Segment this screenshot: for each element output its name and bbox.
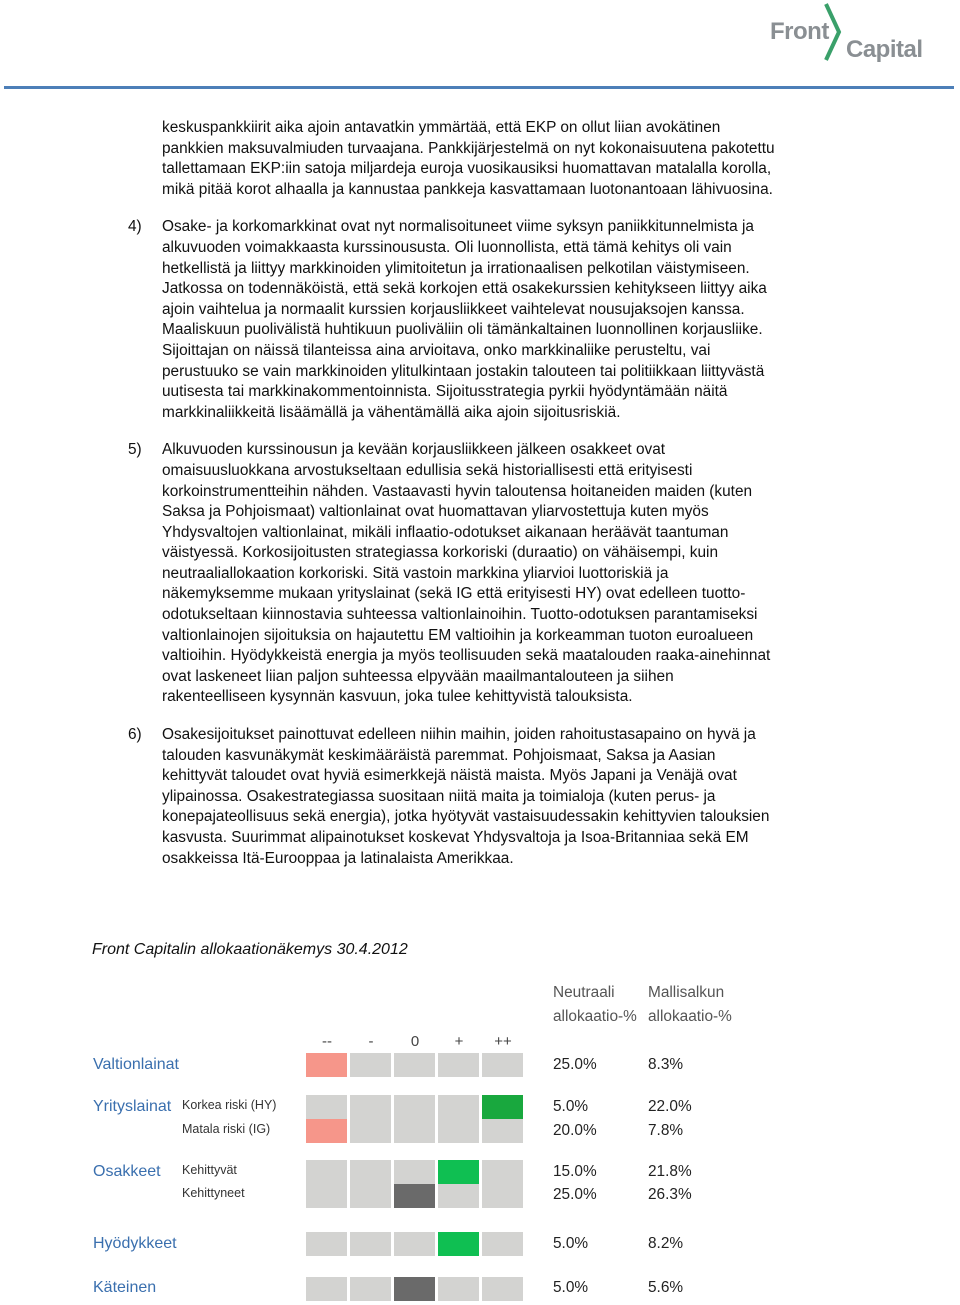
allocation-cell [350, 1053, 391, 1077]
allocation-cell [306, 1160, 347, 1184]
allocation-cell [438, 1095, 479, 1119]
subcategory-label: Kehittyvät [182, 1163, 237, 1177]
allocation-marker [394, 1184, 435, 1208]
allocation-cell [394, 1160, 435, 1184]
scale-label-strong-under: -- [322, 1033, 332, 1050]
text-line: ajoin vaihtelua ja normaalit kurssien korjausliikkeet vaihtelevat nousujaksojen kanssa. [162, 300, 745, 318]
allocation-cell [482, 1232, 523, 1256]
list-number: 6) [128, 726, 142, 744]
allocation-cell [350, 1119, 391, 1143]
paragraph-6 [128, 725, 882, 869]
allocation-cell [350, 1160, 391, 1184]
text-line: valtioihin. Hyödykkeistä energia ja myös teollisuuden sekä maatalouden raaka-ainehinnat [162, 647, 771, 665]
subcategory-label: Korkea riski (HY) [182, 1098, 277, 1112]
text-line: osakkeissa Itä-Eurooppaa ja latinalaista Amerikkaa. [162, 849, 514, 867]
header-model-line1: Mallisalkun [648, 984, 725, 1001]
allocation-cell [350, 1095, 391, 1119]
allocation-bar [306, 1119, 524, 1143]
text-line: Osakesijoitukset painottuvat edelleen niihin maihin, joiden rahoitustasapaino on hyvä ja [162, 726, 756, 744]
model-value: 8.3% [648, 1056, 684, 1073]
header-rule [4, 86, 954, 89]
neutral-value: 15.0% [553, 1163, 597, 1180]
text-line: väistyessä. Korkosijoitusten strategiassa korkoriski (duraatio) on vähäisempi, kuin [162, 544, 719, 562]
allocation-cell [482, 1277, 523, 1301]
model-value: 21.8% [648, 1163, 692, 1180]
header-neutral-line1: Neutraali [553, 984, 615, 1001]
allocation-cell [482, 1184, 523, 1208]
allocation-bar [306, 1053, 524, 1077]
text-line: markkinaliikkeitä lisäämällä ja vähentämällä aika ajoin sijoitusriskiä. [162, 403, 621, 421]
text-line: valtionlainojen sijoituksia on hajautettu EM valtioihin ja korkeamman tuoton euroalueen [162, 626, 754, 644]
scale-label-strong-over: ++ [494, 1033, 512, 1050]
text-line: mikä pitää korot alhaalla ja kannustaa pankkeja kasvattamaan luotonantoaan lähivuosina. [162, 180, 773, 198]
text-line: alkuvuoden voimakkaasta kurssinoususta. Oli luonnollista, että tämä kehitys oli vain [162, 238, 732, 256]
document-body [0, 118, 960, 869]
text-line: neutraaliallokaation korkoriski. Sitä vastoin markkina yliarvioi luottoriskiä ja [162, 564, 669, 582]
category-osakkeet: Osakkeet [93, 1163, 161, 1180]
allocation-bar [306, 1232, 524, 1256]
text-line: talouden kasvunäkymät keskimääräistä paremmat. Pohjoismaat, Saksa ja Aasian [162, 746, 716, 764]
paragraph-5 [128, 440, 882, 708]
allocation-marker [438, 1232, 479, 1256]
text-line: keskuspankkiirit aika ajoin antavatkin ymmärtää, että EKP on ollut liian avokätinen [162, 119, 721, 136]
neutral-value: 20.0% [553, 1122, 597, 1139]
neutral-value: 25.0% [553, 1186, 597, 1203]
allocation-marker [306, 1053, 347, 1077]
text-line: omaisuusluokkana arvostukseltaan edullisia sekä historiallisesti että erityisesti [162, 461, 693, 479]
text-line: korkoinstrumentteihin nähden. Vastaavasti hyvin taloutensa hoitaneiden maiden (kuten [162, 482, 753, 500]
text-line: Yhdysvaltojen valtionlainat, mikäli inflaatio-odotukset aikanaan heräävät taantuman [162, 523, 729, 541]
header-model-line2: allokaatio-% [648, 1008, 732, 1025]
list-number: 5) [128, 441, 142, 459]
allocation-cell [438, 1053, 479, 1077]
scale-label-over: + [454, 1033, 464, 1050]
allocation-marker [438, 1160, 479, 1184]
category-kateinen: Käteinen [93, 1279, 157, 1296]
neutral-value: 25.0% [553, 1056, 597, 1073]
allocation-cell [482, 1053, 523, 1077]
text-line: hetkellistä ja liittyy markkinoiden ylimitoitetun ja irrationaalisen pelkotilan väistymiseen. [162, 259, 750, 277]
chevron-logo-icon [822, 2, 846, 64]
text-line: odotukseltaan kiinnostavia suhteessa valtionlainoihin. Tuotto-odotuksen parantamiseksi [162, 606, 758, 624]
text-line: rakenteelliseen kysynnän kasvuun, joka tulee kehittyvistä talouksista. [162, 688, 633, 706]
text-line: Jatkossa on todennäköistä, että sekä korkojen että osakekurssien kehitykseen liittyy aika [162, 280, 767, 298]
allocation-cell [306, 1232, 347, 1256]
logo-text-capital: Capital [846, 36, 923, 63]
allocation-marker [482, 1095, 523, 1119]
text-line: ylipainossa. Osakestrategiassa suositaan niitä maita ja toimialoja (kuten perus- ja [162, 787, 716, 805]
allocation-cell [306, 1095, 347, 1119]
front-capital-logo [766, 2, 926, 64]
text-line: pankkien maksuvalmiuden turvaajana. Pankkijärjestelmä on nyt kokonaisuutena pakotettu [162, 139, 775, 157]
model-value: 22.0% [648, 1098, 692, 1115]
header-neutral-line2: allokaatio-% [553, 1008, 637, 1025]
neutral-value: 5.0% [553, 1098, 589, 1115]
model-value: 7.8% [648, 1122, 684, 1139]
model-value: 5.6% [648, 1279, 684, 1296]
scale-label-neutral: 0 [410, 1033, 420, 1050]
scale-label-under: - [368, 1033, 374, 1050]
allocation-bar [306, 1095, 524, 1119]
list-number: 4) [128, 218, 142, 236]
model-value: 26.3% [648, 1186, 692, 1203]
allocation-marker [306, 1119, 347, 1143]
allocation-bar [306, 1277, 524, 1301]
text-line: kehittyvät taloudet ovat hyviä esimerkkejä näistä maista. Myös Japani ja Venäjä ovat [162, 767, 737, 785]
allocation-cell [394, 1095, 435, 1119]
text-line: konepajateollisuus sekä energia), jotka hyötyvät vastaisuudessakin kehittyvien talouksien [162, 808, 770, 826]
allocation-cell [306, 1184, 347, 1208]
allocation-cell [438, 1119, 479, 1143]
text-line: näkemyksemme mukaan yrityslainat (sekä IG että erityisesti HY) ovat edelleen tuotto- [162, 585, 746, 603]
subcategory-label: Kehittyneet [182, 1186, 245, 1200]
allocation-cell [482, 1119, 523, 1143]
allocation-bar [306, 1160, 524, 1184]
allocation-bar [306, 1184, 524, 1208]
allocation-cell [438, 1277, 479, 1301]
text-line: tallettamaan EKP:iin satoja miljardeja euroja vuosikausiksi huomattavan matalalla korolla, [162, 160, 772, 178]
text-line: Saksa ja Pohjoismaat) valtionlainat ovat huomattavan yliarvostettuja kuten myös [162, 503, 709, 521]
allocation-cell [394, 1053, 435, 1077]
allocation-cell [438, 1184, 479, 1208]
logo-text-front: Front [770, 18, 829, 45]
category-hyodykkeet: Hyödykkeet [93, 1235, 177, 1252]
neutral-value: 5.0% [553, 1235, 589, 1252]
paragraph-3-continued [162, 118, 882, 200]
allocation-cell [306, 1277, 347, 1301]
paragraph-4 [128, 217, 882, 423]
text-line: Alkuvuoden kurssinousun ja kevään korjausliikkeen jälkeen osakkeet ovat [162, 441, 666, 459]
allocation-title: Front Capitalin allokaationäkemys 30.4.2012 [92, 941, 408, 958]
category-valtionlainat: Valtionlainat [93, 1056, 179, 1073]
allocation-cell [350, 1184, 391, 1208]
allocation-cell [350, 1232, 391, 1256]
text-line: ovat laskeneet liian paljon suhteessa elpyvään maailmantalouteen ja siihen [162, 667, 674, 685]
text-line: uutisesta tai markkinakommentoinnista. Sijoitusstrategia pyrkii hyödyntämään näitä [162, 383, 728, 401]
text-line: Osake- ja korkomarkkinat ovat nyt normalisoituneet viime syksyn paniikkitunnelmista ja [162, 218, 754, 236]
text-line: perustuuko se vain markkinoiden ylitulkintaan jostakin talouteen tai politiikkaan liittyvästä [162, 362, 765, 380]
allocation-cell [394, 1232, 435, 1256]
text-line: Sijoittajan on näissä tilanteissa aina arvioitava, onko markkinaliike perusteltu, vai [162, 341, 711, 359]
allocation-cell [482, 1160, 523, 1184]
neutral-value: 5.0% [553, 1279, 589, 1296]
allocation-cell [350, 1277, 391, 1301]
allocation-cell [394, 1119, 435, 1143]
text-line: Maaliskuun puolivälistä huhtikuun puoliväliin oli tämänkaltainen luonnollinen korjausliike. [162, 321, 763, 339]
category-yrityslainat: Yrityslainat [93, 1098, 172, 1115]
model-value: 8.2% [648, 1235, 684, 1252]
allocation-marker [394, 1277, 435, 1301]
subcategory-label: Matala riski (IG) [182, 1122, 271, 1136]
text-line: kasvusta. Suurimmat alipainotukset koskevat Yhdysvaltoja ja Isoa-Britanniaa sekä EM [162, 829, 749, 846]
